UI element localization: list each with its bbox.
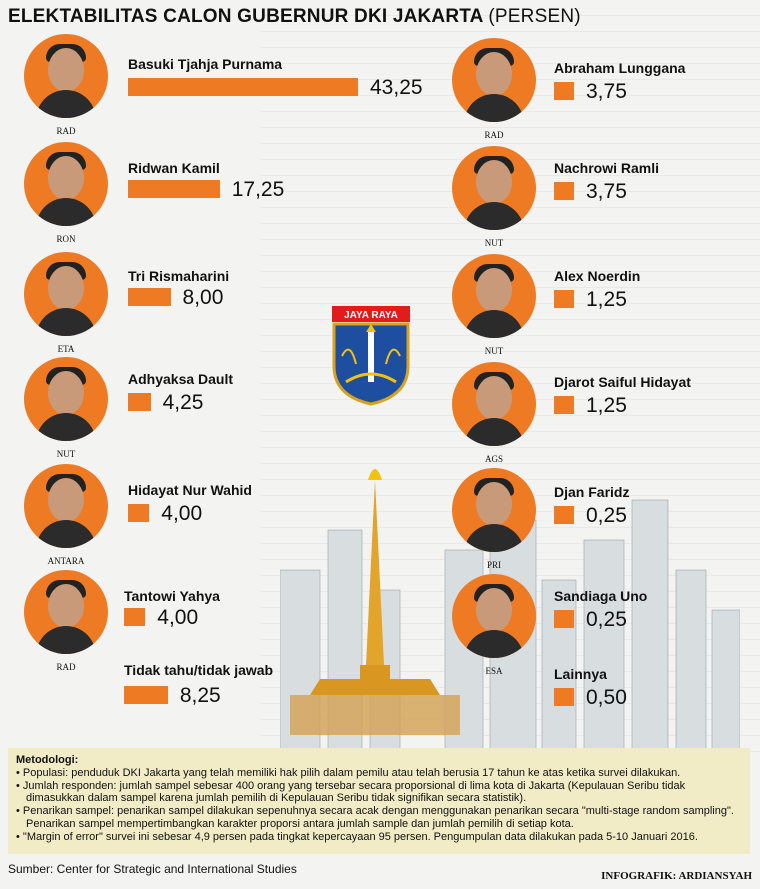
- value-label: 0,25: [586, 608, 627, 631]
- candidate-photo: [24, 142, 108, 226]
- source-note: Sumber: Center for Strategic and International Studies: [8, 862, 297, 876]
- candidate-name: Abraham Lunggana: [554, 60, 686, 76]
- candidate-photo: [452, 254, 536, 338]
- candidate-name: Basuki Tjahja Purnama: [128, 56, 283, 72]
- title-unit: (PERSEN): [488, 6, 581, 27]
- value-label: 43,25: [370, 76, 423, 99]
- bar-lainnya: [554, 688, 574, 706]
- value-label: 0,50: [586, 686, 627, 709]
- bar-tidak-tahu: [124, 686, 168, 704]
- candidate-row-basuki: [24, 34, 423, 138]
- bar-ridwan: [128, 180, 220, 198]
- bar-risma: [128, 288, 171, 306]
- bar-basuki: [128, 78, 358, 96]
- candidate-photo: [452, 468, 536, 552]
- candidate-photo: [24, 34, 108, 118]
- candidate-photo: [452, 362, 536, 446]
- party-label: RAD: [56, 662, 76, 672]
- methodology-item: • "Margin of error" survei ini sebesar 4,9 persen pada tingkat kepercayaan 95 persen. Pengumpulan data dilakukan pada 5-10 Januari 2016.: [16, 830, 698, 843]
- bar-tantowi: [124, 608, 145, 626]
- candidate-row-adhyaksa: [24, 357, 404, 461]
- value-label: 4,00: [157, 606, 199, 629]
- chart-title: [8, 6, 581, 28]
- party-label: ESA: [485, 666, 503, 676]
- candidate-name: Alex Noerdin: [554, 268, 641, 284]
- value-label: 4,25: [162, 391, 204, 414]
- value-label: 3,75: [586, 180, 627, 203]
- candidate-row-ridwan: [24, 142, 404, 246]
- candidate-name: Ridwan Kamil: [128, 160, 220, 176]
- infographic-credit: INFOGRAFIK: ARDIANSYAH: [601, 870, 752, 882]
- candidate-name: Nachrowi Ramli: [554, 160, 660, 176]
- methodology-item: • Penarikan sampel: penarikan sampel dilakukan sepenuhnya secara acak dengan menggunakan penarikan secara "multi-stage random sampling". Penarikan sampel mempertimbangkan karakter proporsi antara jumlah sample dan jumlah pemilih di setiap kota.: [16, 805, 734, 830]
- value-label: 17,25: [231, 178, 285, 201]
- party-label: ETA: [57, 344, 75, 354]
- candidate-row-hidayat: [24, 464, 404, 568]
- candidate-photo: [24, 252, 108, 336]
- candidate-name: Sandiaga Uno: [554, 588, 648, 604]
- party-label: NUT: [56, 449, 76, 459]
- bar-alex: [554, 290, 574, 308]
- candidate-photo: [452, 574, 536, 658]
- value-label: 4,00: [161, 502, 203, 525]
- candidate-photo: [24, 570, 108, 654]
- candidate-name: Djan Faridz: [554, 484, 630, 500]
- candidate-photo: [452, 146, 536, 230]
- row-tidak-tahu: [24, 658, 404, 708]
- candidate-row-risma: [24, 252, 404, 356]
- party-label: RAD: [484, 130, 504, 140]
- candidate-name: Hidayat Nur Wahid: [128, 482, 252, 498]
- party-label: PRI: [486, 560, 501, 570]
- bar-sandiaga: [554, 610, 574, 628]
- category-name: Tidak tahu/tidak jawab: [124, 662, 274, 678]
- methodology-item: • Populasi: penduduk DKI Jakarta yang telah memiliki hak pilih dalam pemilu atau telah berusia 17 tahun ke atas ketika survei dilakukan.: [16, 766, 681, 779]
- methodology-title: Metodologi:: [16, 754, 79, 766]
- row-lainnya: [452, 660, 752, 710]
- candidate-name: Djarot Saiful Hidayat: [554, 374, 691, 390]
- candidate-row-alex: [452, 254, 752, 358]
- candidate-photo: [24, 464, 108, 548]
- party-label: AGS: [484, 454, 503, 464]
- methodology-box: [8, 748, 750, 854]
- value-label: 8,00: [182, 286, 224, 309]
- value-label: 1,25: [586, 394, 627, 417]
- party-label: NUT: [484, 238, 504, 248]
- bar-nachrowi: [554, 182, 574, 200]
- candidate-photo: [24, 357, 108, 441]
- value-label: 1,25: [586, 288, 627, 311]
- bar-djan: [554, 506, 574, 524]
- candidate-photo: [452, 38, 536, 122]
- party-label: ANTARA: [47, 556, 85, 566]
- party-label: RON: [56, 234, 76, 244]
- party-label: NUT: [484, 346, 504, 356]
- candidate-row-nachrowi: [452, 146, 752, 250]
- candidate-name: Tantowi Yahya: [124, 588, 220, 604]
- value-label: 0,25: [586, 504, 627, 527]
- value-label: 8,25: [179, 684, 221, 707]
- value-label: 3,75: [586, 80, 627, 103]
- bar-hidayat: [128, 504, 149, 522]
- candidate-name: Tri Rismaharini: [128, 268, 230, 284]
- candidate-row-djarot: [452, 362, 752, 466]
- category-name: Lainnya: [554, 666, 607, 682]
- bar-abraham: [554, 82, 574, 100]
- candidate-row-abraham: [452, 38, 752, 142]
- bar-adhyaksa: [128, 393, 151, 411]
- candidate-name: Adhyaksa Dault: [128, 371, 234, 387]
- candidate-row-djan: [452, 468, 752, 572]
- emblem-label: JAYA RAYA: [344, 310, 398, 321]
- title-text: ELEKTABILITAS CALON GUBERNUR DKI JAKARTA: [8, 6, 483, 27]
- party-label: RAD: [56, 126, 76, 136]
- methodology-item: • Jumlah responden: jumlah sampel sebesar 400 orang yang tersebar secara proporsional di lima kota di Jakarta (Kepulauan Seribu tidak dimasukkan dalam sampel karena jumlah pemilih di Kepulauan Seribu tidak signifikan secara statistik).: [16, 779, 686, 805]
- bar-djarot: [554, 396, 574, 414]
